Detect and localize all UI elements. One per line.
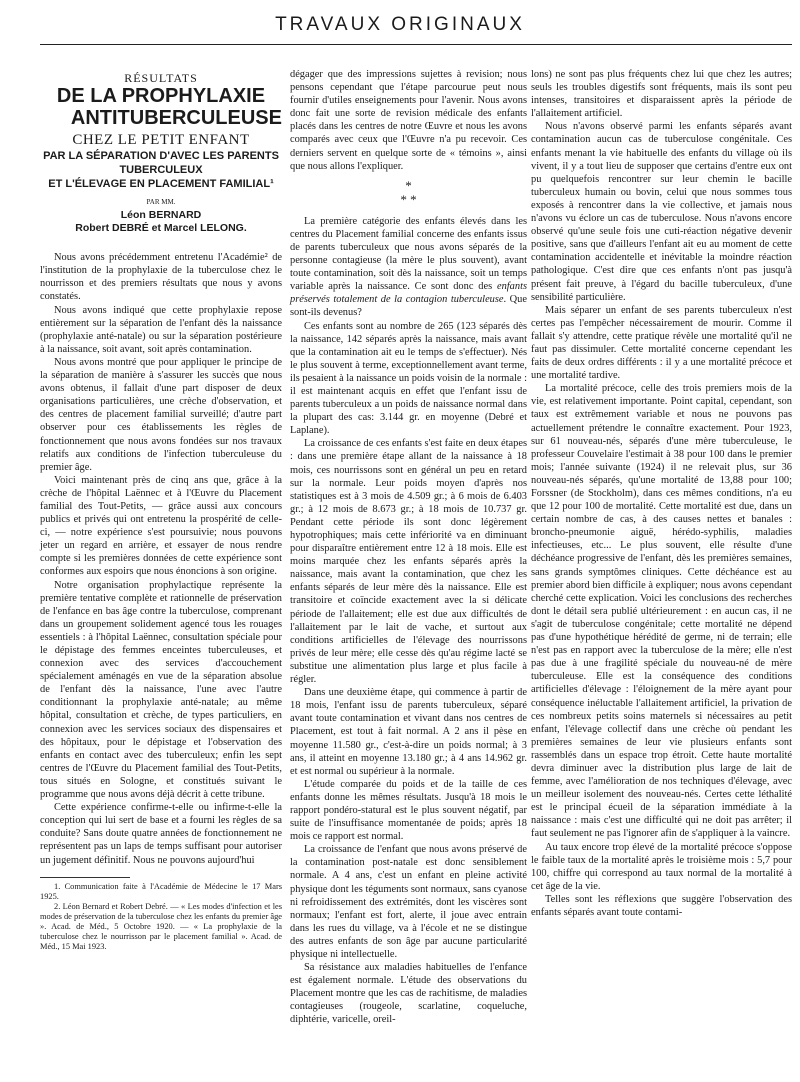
paragraph: dégager que des impressions sujettes à revision; nous pensons cependant que l'étape parcourue peut nous fournir d'utiles enseignements pour l'avenir. Nous avons donc fait une sorte de revision médicale des enfants placés dans les centres de notre Œuvre et nous les avons comparés avec ceux que l'Œuvre n'a pu recevoir. Ces derniers servent en quelque sorte de « témoins », ainsi que nous allons l'expliquer. [290, 69, 527, 172]
paragraph: Nous avons montré que pour appliquer le principe de la séparation de manière à s'assurer les succès que nous avons obtenus, il fallait d'une part disposer de deux organisations particulières, une crèche d'observation, et des centres de placement familial surveillé; d'autre part observer pour ces établissements les règles de fonctionnement que nous avons fondées sur nos travaux relatifs aux conditions de l'infection tuberculeuse du premier âge. [40, 356, 282, 473]
paragraph: Sa résistance aux maladies habituelles de l'enfance est également normale. L'étude des observations du Placement montre que les cas de rachitisme, de maladies contagieuses (rougeole, scarlatine, coqueluche, diphtérie, varicelle, oreil- [290, 962, 527, 1026]
column-1 [40, 68, 282, 952]
title-line-4: PAR LA SÉPARATION D'AVEC LES PARENTS [43, 150, 279, 163]
title-line-2: ANTITUBERCULEUSE [70, 107, 282, 130]
paragraph: Notre organisation prophylactique représente la première tentative complète et rationnelle de préservation de l'enfance en bas âge contre la tuberculose, comprenant dans un groupement solidement agencé tous les rouages essentiels : à l'hôpital Laënnec, consultation spéciale pour le dépistage des femmes enceintes tuberculeuses, et connexion avec des services d'accouchement spécialement aménagés en vue de la séparation absolue de l'enfant dès la naissance, l'une avec l'autre conditionnant la prophylaxie anté-natale; au même hôpital, consultation et crèche, de types particuliers, en connexion avec les services sociaux des dispensaires et des hôpitaux, pour le dépistage et l'observation des enfants en contact avec des tuberculeux; enfin les sept centres de l'Œuvre du Placement familial des Tout-Petits, tous situés en Sologne, et constitués suivant le programme que nous avons déjà décrit à cette tribune. [40, 579, 282, 801]
footnote-2: 2. Léon Bernard et Robert Debré. — « Les modes d'infection et les modes de préservation de la tuberculose chez les enfants du premier âge ». Acad. de Méd., 5 Octobre 1920. — « La prophylaxie de la tuberculose chez le nourrisson par le placement familial ». Acad. de Méd., 15 Mai 1923. [40, 901, 282, 951]
paragraph: Nous n'avons observé parmi les enfants séparés avant contamination aucun cas de tuberculose congénitale. Ces enfants menant la vie habituelle des enfants du village où ils vivent, il y a tout lieu de supposer que certains d'entre eux ont pu quelquefois rencontrer sur leur chemin le bacille tuberculeux humain ou bovin, celui que nous sommes tous exposés à rencontrer dans la vie collective, et jamais nous n'avons vu éclore un cas de tuberculose. Nous n'avons encore observé qu'une seule fois une cuti-réaction négative devenir positive, sans que d'ailleurs l'enfant ait eu au moment de cette contamination accidentelle et inévitable la moindre réaction pathologique. C'est dire que ces enfants n'ont pas jusqu'à présent fait preuve, à l'égard du bacille tuberculeux, d'une sensibilité particulière. [531, 121, 792, 303]
column-3 [531, 68, 792, 919]
author-line-1: Léon BERNARD [120, 209, 202, 222]
paragraph: L'étude comparée du poids et de la taille de ces enfants donne les mêmes résultats. Jusqu'à 18 mois le rapport pondéro-statural est le plus souvent négatif, par suite de l'insuffisance momentanée de poids; après 18 mois ce rapport est normal. [290, 778, 527, 843]
separator-star-bottom: * * [400, 191, 417, 207]
paragraph: Nous avons indiqué que cette prophylaxie repose entièrement sur la séparation de l'enfant dès la naissance (prophylaxie anté-natale) ou sur la séparation postérieure à la naissance, soit avant, soit après contamination. [40, 304, 282, 355]
title-line-5: TUBERCULEUX [119, 164, 203, 177]
paragraph: lons) ne sont pas plus fréquents chez lui que chez les autres; seuls les troubles digestifs sont fréquents, mais ils sont peu intenses, transitoires et disparaissent après la période de l'allaitement artificiel. [531, 69, 792, 120]
footnote-1: 1. Communication faite à l'Académie de Médecine le 17 Mars 1925. [40, 881, 282, 901]
paragraph: La mortalité précoce, celle des trois premiers mois de la vie, est relativement importante. Point capital, cependant, son taux est extrêmement variable et nous ne pouvons pas actuellement prétendre le connaître exactement. Pour 1923, sur 61 nouveau-nés, séparés d'une mère tuberculeuse, le professeur Couvelaire l'estimait à 38 pour 100 dans le premier mois; l'année suivante (1924) il ne relevait plus, sur 36 nouveau-nés séparés, qu'une mortalité de 13,88 pour 100; Forssner (de Stockholm), dans ces mêmes conditions, n'a eu que 12 pour 100 de mortalité. Cette mortalité est due, dans un certain nombre de cas, à des causes nettes et banales : broncho-pneumonie aiguë, hérédo-syphilis, maladies infectieuses, etc... Le plus souvent, elle résulte d'une déchéance progressive de l'enfant, dès les premières semaines, sans grands symptômes cliniques. Cette déchéance est au premier abord bien difficile à expliquer; nous avons cependant cherché cette explication. Voici les conclusions des recherches dont le détail sera publié ultérieurement : en aucun cas, il ne s'agit de tuberculose congénitale; cette mortalité ne dépend pas d'une hypothétique hérédité de germe, ni de terrain; elle n'est pas en rapport avec la tuberculose de la mère; elle n'est pas due à une fragilité spéciale du nouveau-né de mère tuberculeuse. Elle est la conséquence des conditions artificielles d'élevage : l'éloignement de la mère ayant pour conséquence inéluctable l'allaitement artificiel, la privation de ces nombreux petits soins maternels si nécessaires au petit enfant, l'élevage collectif dans une crèche où pendant les premières semaines de leur vie plusieurs enfants sont rassemblés dans un espace trop étroit. Cette haute mortalité devra diminuer avec la distribution plus large de lait de femme, avec l'amélioration de nos techniques d'élevage, avec un meilleur isolement des nouveau-nés. Certes cette léthalité est le principal écueil de la séparation immédiate à la naissance : mais c'est une difficulté qui ne doit pas arrêter; il faut seulement ne pas l'ignorer afin de s'appliquer à la vaincre. [531, 383, 792, 840]
section-separator [290, 179, 527, 207]
paragraph: La croissance de ces enfants s'est faite en deux étapes : dans une première étape allant de la naissance à 18 mois, ces nourrissons sont en général un peu en retard sur la normale. Leur poids moyen d'après nos statistiques est à 3 mois de 4.509 gr.; à 6 mois de 6.403 gr.; à 12 mois de 8.673 gr.; à 18 mois de 10.737 gr. Pendant cette période ils sont donc légèrement hypotrophiques; mais cette infériorité va en diminuant pour disparaître entièrement entre 12 à 18 mois. Elle est moins marquée chez les enfants séparés après la naissance, mais avant la contamination, que chez les enfants séparés de leur mère dès la naissance. Elle est transitoire et coïncide exactement avec la si délicate période de l'allaitement; elle est due aux difficultés de l'allaitement par le lait de vache, et surtout aux conditions artificielles de l'élevage des nourrissons privés de leur mère; elle cesse dès qu'au régime lacté se substitue une alimentation plus large et plus facile à régler. [290, 438, 527, 686]
paragraph: Dans une deuxième étape, qui commence à partir de 18 mois, l'enfant issu de parents tuberculeux, séparé avant toute contamination et vivant dans nos centres de Placement, est tout à fait normal. A 2 ans il pèse en moyenne 11.580 gr., c'est-à-dire un poids normal; à 3 ans, il atteint en moyenne 13.180 gr.; à 4 ans 14.962 gr. et est normal ou supérieur à la normale. [290, 687, 527, 777]
paragraph: Ces enfants sont au nombre de 265 (123 séparés dès la naissance, 142 séparés après la naissance, mais avant que la contamination ait eu le temps de s'effectuer). Nés le plus souvent à terme, exceptionnellement avant terme, ils pesaient à la naissance un poids voisin de la normale : il est maintenant acquis en effet que l'enfant issu de parents tuberculeux a un poids de naissance normal dans la plupart des cas: 3.144 gr. en moyenne (Debré et Laplane). [290, 320, 527, 437]
emphasis-text: enfants préservés totalement de la contagion tuberculeuse [290, 281, 527, 306]
paragraph: Mais séparer un enfant de ses parents tuberculeux n'est certes pas l'empêcher nécessairement de mourir. Comme il fallait s'y attendre, cette pratique révèle une mortalité qu'il ne faut pas dissimuler. Cette mortalité concerne cependant les faits de deux ordres différents : il y a une mortalité précoce et une mortalité tardive. [531, 304, 792, 382]
column-2 [290, 68, 527, 1027]
paragraph: Nous avons précédemment entretenu l'Académie² de l'institution de la prophylaxie de la tuberculose chez le nourrisson et des premiers résultats que nous y avons constatés. [40, 252, 282, 303]
paragraph: Voici maintenant près de cinq ans que, grâce à la crèche de l'hôpital Laënnec et à l'Œuvre du Placement familial des Tout-Petits, — grâce aussi aux concours publics et privés qui ont entretenu la prospérité de celle-ci, — notre expérience s'est poursuivie; nous pouvons jeter un regard en arrière, et essayer de nous rendre compte si les premières données de cette expérience sont conformes aux espoirs que nous énoncions à son origine. [40, 474, 282, 578]
page-header: TRAVAUX ORIGINAUX [275, 14, 525, 35]
separator-star-top: * [405, 177, 412, 193]
title-par: PAR MM. [146, 198, 176, 207]
title-line-6: ET L'ÉLEVAGE EN PLACEMENT FAMILIAL¹ [48, 178, 274, 191]
article-title-block [40, 72, 282, 235]
paragraph: Telles sont les réflexions que suggère l'observation des enfants séparés avant toute contami- [531, 893, 792, 918]
title-line-3: CHEZ LE PETIT ENFANT [72, 132, 250, 149]
title-line-1: DE LA PROPHYLAXIE [56, 85, 266, 108]
text-run: La première catégorie des enfants élevés dans les centres du Placement familial concerne des enfants issus de parents tuberculeux que nous avons séparés de la personne contagieuse (la mère le plus souvent), avant toute contamination, soit dès la naissance, soit un temps variable après la naissance. Ce sont donc des [290, 215, 527, 293]
author-line-2: Robert DEBRÉ et Marcel LELONG. [75, 222, 247, 235]
paragraph: Au taux encore trop élevé de la mortalité précoce s'oppose le faible taux de la mortalité après le troisième mois : 5,7 pour 100, chiffre qui correspond au taux normal de la mortalité à cet âge de la vie. [531, 841, 792, 892]
text-run: . Que sont-ils devenus? [290, 294, 527, 319]
paragraph: Cette expérience confirme-t-elle ou infirme-t-elle la conception qui lui sert de base et a fourni les règles de sa conduite? Sans doute quatre années de fonctionnement ne représentent pas un laps de temps suffisant pour autoriser un jugement définitif. Nous ne pouvons aujourd'hui [40, 802, 282, 866]
footnote-rule [40, 877, 130, 878]
paragraph: La croissance de l'enfant que nous avons préservé de la contamination post-natale est donc sensiblement normale. A 4 ans, c'est un enfant en pleine activité physique dont les téguments sont normaux, sans cyanose ni refroidissement des extrémités, dont les viscères sont normaux; l'enfant est fort, alerte, il joue avec entrain dans les rues du village, va à l'école et ne se distingue des autres enfants de son âge par aucune particularité physique ni intellectuelle. [290, 844, 527, 960]
header-rule [40, 44, 792, 45]
title-kicker: RÉSULTATS [124, 71, 198, 85]
paragraph [290, 215, 527, 320]
